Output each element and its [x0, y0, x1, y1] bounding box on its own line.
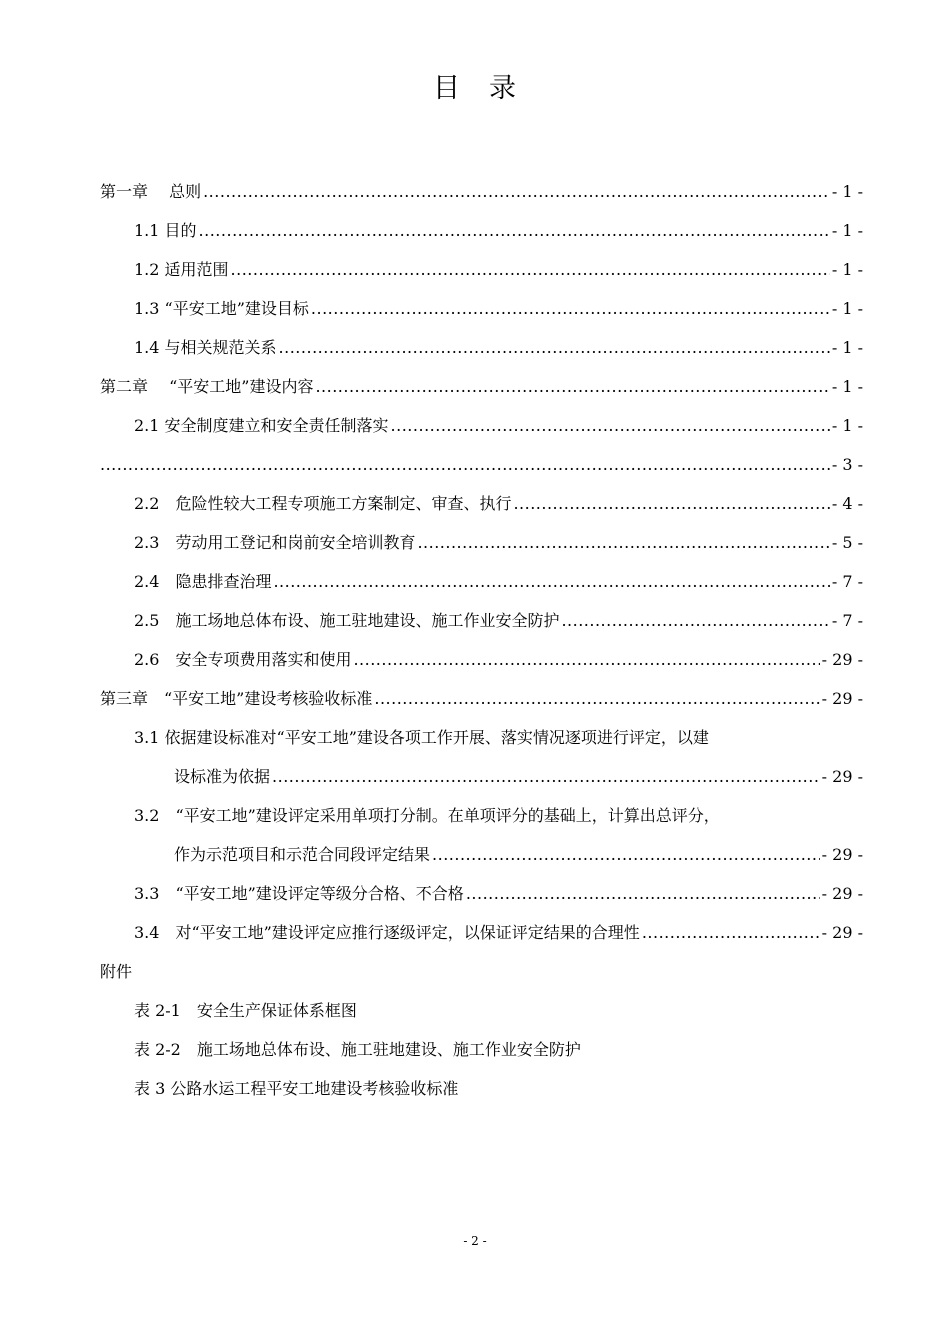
- toc-page-number: - 29 -: [821, 845, 863, 864]
- toc-entry-text: 2.5 施工场地总体布设、施工驻地建设、施工作业安全防护: [134, 611, 560, 630]
- toc-leader-dots: [273, 562, 829, 601]
- toc-entry-text-line2: 作为示范项目和示范合同段评定结果: [174, 845, 431, 864]
- toc-leader-dots: [513, 484, 829, 523]
- toc-page-number: - 29 -: [821, 650, 863, 669]
- toc-page-number: - 1 -: [831, 338, 863, 357]
- toc-entry-3-2[interactable]: [100, 796, 863, 874]
- toc-entry-continuation: [100, 835, 863, 874]
- toc-leader-dots: [417, 523, 829, 562]
- toc-leader-dots: [199, 211, 830, 250]
- toc-leader-dots: [466, 874, 820, 913]
- toc-entry-1-2[interactable]: [100, 250, 863, 289]
- toc-page-number: - 4 -: [831, 494, 863, 513]
- toc-leader-dots: [272, 757, 820, 796]
- toc-page-number: - 1 -: [831, 182, 863, 201]
- toc-entry-text: 3.4 对“平安工地”建设评定应推行逐级评定，以保证评定结果的合理性: [134, 923, 640, 942]
- table-of-contents: [100, 172, 863, 1108]
- toc-leader-dots: [279, 328, 830, 367]
- toc-entry-1-1[interactable]: [100, 211, 863, 250]
- toc-leader-dots: [231, 250, 830, 289]
- toc-page-number: - 29 -: [821, 689, 863, 708]
- toc-entry-text: 第三章 “平安工地”建设考核验收标准: [100, 689, 373, 708]
- toc-entry-text: 2.4 隐患排查治理: [134, 572, 272, 591]
- toc-page-number: - 1 -: [831, 299, 863, 318]
- toc-leader-dots: [311, 289, 830, 328]
- toc-entry-text: 1.3 “平安工地”建设目标: [134, 299, 309, 318]
- toc-entry-text: 2.3 劳动用工登记和岗前安全培训教育: [134, 533, 416, 552]
- toc-entry-chapter-1[interactable]: [100, 172, 863, 211]
- toc-entry-text: 3.3 “平安工地”建设评定等级分合格、不合格: [134, 884, 464, 903]
- toc-entry-2-5[interactable]: [100, 601, 863, 640]
- toc-entry-text-line2: 设标准为依据: [174, 767, 271, 786]
- toc-leader-dots: [391, 406, 830, 445]
- attachment-item-table-2-1[interactable]: 表 2-1 安全生产保证体系框图: [134, 1001, 357, 1020]
- attachment-item-table-3[interactable]: 表 3 公路水运工程平安工地建设考核验收标准: [134, 1079, 459, 1098]
- toc-page-number: - 29 -: [821, 884, 863, 903]
- toc-page-number: - 29 -: [821, 923, 863, 942]
- toc-entry-continuation: [100, 757, 863, 796]
- toc-page-number: - 7 -: [831, 572, 863, 591]
- toc-entry-text-line1: 3.2 “平安工地”建设评定采用单项打分制。在单项评分的基础上，计算出总评分，: [134, 806, 720, 825]
- toc-entry-2-4[interactable]: [100, 562, 863, 601]
- toc-entry-2-1[interactable]: [100, 406, 863, 445]
- page-title: 目 录: [433, 73, 517, 104]
- toc-entry-text: 2.6 安全专项费用落实和使用: [134, 650, 352, 669]
- toc-page-number: - 5 -: [831, 533, 863, 552]
- toc-page-number: - 1 -: [831, 260, 863, 279]
- page-number-footer: - 2 -: [463, 1234, 487, 1248]
- toc-page-number: - 29 -: [821, 767, 863, 786]
- attachments-heading: 附件: [100, 962, 133, 981]
- toc-entry-blank[interactable]: [100, 445, 863, 484]
- toc-entry-3-4[interactable]: [100, 913, 863, 952]
- toc-page-number: - 1 -: [831, 377, 863, 396]
- toc-page-number: - 1 -: [831, 416, 863, 435]
- toc-leader-dots: [353, 640, 819, 679]
- toc-page-number: - 7 -: [831, 611, 863, 630]
- toc-leader-dots: [642, 913, 820, 952]
- toc-entry-chapter-2[interactable]: [100, 367, 863, 406]
- toc-leader-dots: [315, 367, 829, 406]
- toc-entry-text-line1: 3.1 依据建设标准对“平安工地”建设各项工作开展、落实情况逐项进行评定，以建: [134, 728, 709, 747]
- toc-entry-text: 第一章 总则: [100, 182, 202, 201]
- toc-entry-text: 2.1 安全制度建立和安全责任制落实: [134, 416, 389, 435]
- toc-entry-text: 1.1 目的: [134, 221, 197, 240]
- toc-leader-dots: [203, 172, 830, 211]
- toc-entry-3-1[interactable]: [100, 718, 863, 796]
- toc-leader-dots: [374, 679, 819, 718]
- toc-entry-text: 1.4 与相关规范关系: [134, 338, 277, 357]
- toc-leader-dots: [100, 445, 830, 484]
- toc-entry-1-3[interactable]: [100, 289, 863, 328]
- toc-page-number: - 3 -: [831, 455, 863, 474]
- toc-entry-2-6[interactable]: [100, 640, 863, 679]
- toc-entry-1-4[interactable]: [100, 328, 863, 367]
- toc-entry-text: 1.2 适用范围: [134, 260, 229, 279]
- attachment-item-table-2-2[interactable]: 表 2-2 施工场地总体布设、施工驻地建设、施工作业安全防护: [134, 1040, 581, 1059]
- toc-leader-dots: [561, 601, 829, 640]
- toc-page-number: - 1 -: [831, 221, 863, 240]
- toc-entry-chapter-3[interactable]: [100, 679, 863, 718]
- toc-entry-text: 2.2 危险性较大工程专项施工方案制定、审查、执行: [134, 494, 512, 513]
- toc-entry-2-3[interactable]: [100, 523, 863, 562]
- toc-entry-text: 第二章 “平安工地”建设内容: [100, 377, 314, 396]
- toc-entry-2-2[interactable]: [100, 484, 863, 523]
- toc-leader-dots: [432, 835, 820, 874]
- toc-entry-3-3[interactable]: [100, 874, 863, 913]
